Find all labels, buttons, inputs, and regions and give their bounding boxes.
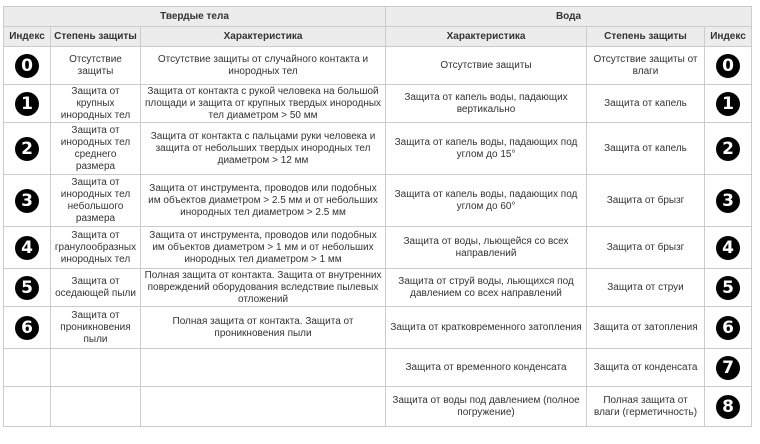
- solid-characteristic-cell: Отсутствие защиты от случайного контакта и инородных тел: [141, 47, 386, 85]
- solid-index-cell: [4, 387, 51, 427]
- water-characteristic-cell: Защита от струй воды, льющихся под давлением со всех направлений: [386, 269, 587, 307]
- col-header-water-degree: Степень защиты: [587, 27, 705, 47]
- water-degree-cell: Защита от капель: [587, 123, 705, 175]
- solid-degree-cell: [51, 349, 141, 387]
- col-header-solid-index: Индекс: [4, 27, 51, 47]
- water-characteristic-cell: Защита от капель воды, падающих под углом до 15°: [386, 123, 587, 175]
- water-degree-cell: Защита от затопления: [587, 307, 705, 349]
- table-body: [4, 47, 752, 427]
- water-degree-cell: Полная защита от влаги (герметичность): [587, 387, 705, 427]
- water-degree-cell: Защита от капель: [587, 85, 705, 123]
- solid-characteristic-cell: Защита от контакта с рукой человека на большой площади и защита от крупных твердых инородных тел диаметром > 50 мм: [141, 85, 386, 123]
- ip-protection-table: [3, 6, 752, 427]
- index-badge: 1: [15, 92, 39, 116]
- water-index-cell: [705, 269, 752, 307]
- water-degree-cell: Защита от брызг: [587, 175, 705, 227]
- solid-characteristic-cell: Полная защита от контакта. Защита от проникновения пыли: [141, 307, 386, 349]
- table-row: [4, 349, 752, 387]
- index-badge: 6: [716, 316, 740, 340]
- index-badge: 4: [716, 236, 740, 260]
- solid-characteristic-cell: Защита от инструмента, проводов или подобных им объектов диаметром > 1 мм и от небольших инородных тел диаметром > 1 мм: [141, 227, 386, 269]
- index-badge: 3: [15, 189, 39, 213]
- col-header-solid-degree: Степень защиты: [51, 27, 141, 47]
- water-index-cell: [705, 227, 752, 269]
- index-badge: 0: [15, 54, 39, 78]
- solid-degree-cell: Защита от оседающей пыли: [51, 269, 141, 307]
- water-index-cell: [705, 123, 752, 175]
- water-degree-cell: Защита от конденсата: [587, 349, 705, 387]
- table-row: [4, 47, 752, 85]
- water-index-cell: [705, 349, 752, 387]
- solid-degree-cell: Защита от крупных инородных тел: [51, 85, 141, 123]
- index-badge: 0: [716, 54, 740, 78]
- water-characteristic-cell: Защита от временного конденсата: [386, 349, 587, 387]
- solid-index-cell: [4, 85, 51, 123]
- index-badge: 2: [15, 137, 39, 161]
- water-index-cell: [705, 175, 752, 227]
- solid-characteristic-cell: Защита от контакта с пальцами руки человека и защита от небольших твердых инородных тел диаметром > 12 мм: [141, 123, 386, 175]
- solid-characteristic-cell: Защита от инструмента, проводов или подобных им объектов диаметром > 2.5 мм и от небольших инородных тел диаметром > 2.5 мм: [141, 175, 386, 227]
- solid-characteristic-cell: [141, 387, 386, 427]
- solid-degree-cell: Защита от проникновения пыли: [51, 307, 141, 349]
- solid-index-cell: [4, 307, 51, 349]
- index-badge: 3: [716, 189, 740, 213]
- water-index-cell: [705, 307, 752, 349]
- index-badge: 5: [15, 276, 39, 300]
- water-index-cell: [705, 387, 752, 427]
- water-degree-cell: Защита от струи: [587, 269, 705, 307]
- water-characteristic-cell: Защита от капель воды, падающих под углом до 60°: [386, 175, 587, 227]
- table-row: [4, 85, 752, 123]
- solid-degree-cell: Защита от гранулообразных инородных тел: [51, 227, 141, 269]
- solid-degree-cell: Защита от инородных тел среднего размера: [51, 123, 141, 175]
- solid-index-cell: [4, 349, 51, 387]
- table-row: [4, 123, 752, 175]
- solid-degree-cell: Защита от инородных тел небольшого размера: [51, 175, 141, 227]
- solid-index-cell: [4, 47, 51, 85]
- solid-index-cell: [4, 123, 51, 175]
- index-badge: 8: [716, 395, 740, 419]
- water-characteristic-cell: Отсутствие защиты: [386, 47, 587, 85]
- solid-index-cell: [4, 269, 51, 307]
- solid-degree-cell: [51, 387, 141, 427]
- solid-characteristic-cell: [141, 349, 386, 387]
- water-characteristic-cell: Защита от воды под давлением (полное погружение): [386, 387, 587, 427]
- col-header-solid-characteristic: Характеристика: [141, 27, 386, 47]
- index-badge: 6: [15, 316, 39, 340]
- solid-index-cell: [4, 227, 51, 269]
- water-characteristic-cell: Защита от капель воды, падающих вертикально: [386, 85, 587, 123]
- index-badge: 5: [716, 276, 740, 300]
- col-header-water-characteristic: Характеристика: [386, 27, 587, 47]
- water-characteristic-cell: Защита от кратковременного затопления: [386, 307, 587, 349]
- table-row: [4, 269, 752, 307]
- water-index-cell: [705, 47, 752, 85]
- water-characteristic-cell: Защита от воды, льющейся со всех направлений: [386, 227, 587, 269]
- solid-index-cell: [4, 175, 51, 227]
- solid-characteristic-cell: Полная защита от контакта. Защита от внутренних повреждений оборудования вследствие пылевых отложений: [141, 269, 386, 307]
- table-row: [4, 307, 752, 349]
- group-header-solids: Твердые тела: [4, 7, 386, 27]
- table-row: [4, 387, 752, 427]
- col-header-water-index: Индекс: [705, 27, 752, 47]
- solid-degree-cell: Отсутствие защиты: [51, 47, 141, 85]
- index-badge: 4: [15, 236, 39, 260]
- table-row: [4, 175, 752, 227]
- index-badge: 7: [716, 356, 740, 380]
- water-degree-cell: Защита от брызг: [587, 227, 705, 269]
- water-degree-cell: Отсутствие защиты от влаги: [587, 47, 705, 85]
- index-badge: 2: [716, 137, 740, 161]
- group-header-water: Вода: [386, 7, 752, 27]
- table-row: [4, 227, 752, 269]
- water-index-cell: [705, 85, 752, 123]
- index-badge: 1: [716, 92, 740, 116]
